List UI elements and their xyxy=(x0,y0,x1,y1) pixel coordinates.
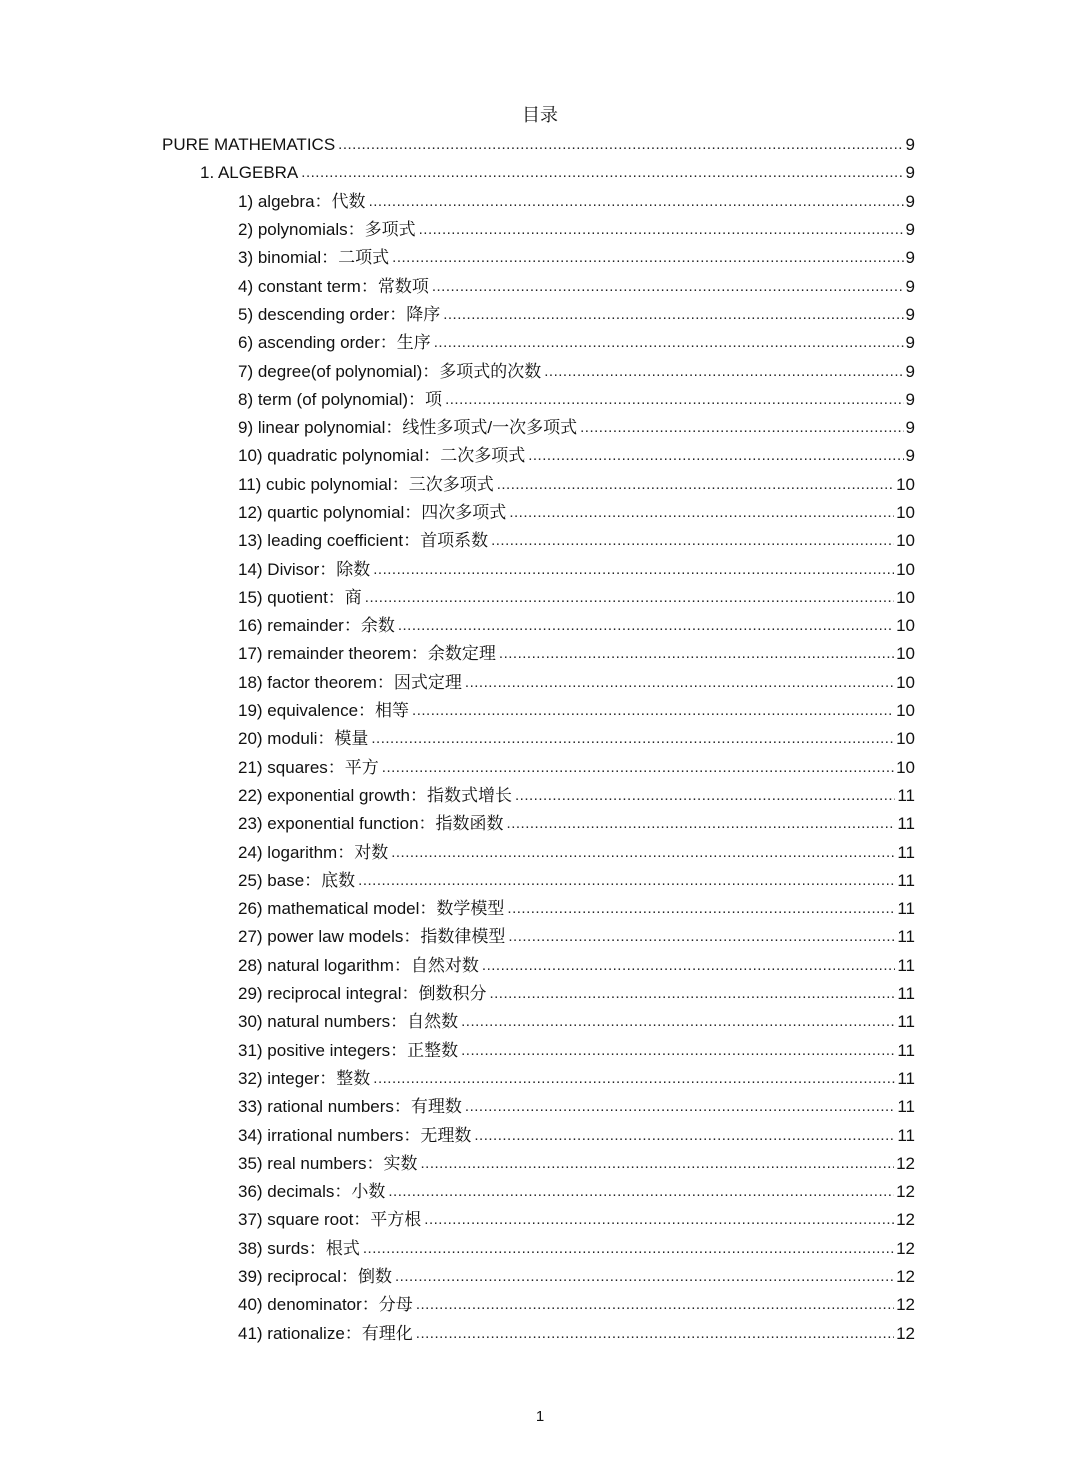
toc-entry[interactable] xyxy=(0,471,915,499)
toc-entry-page: 10 xyxy=(896,729,915,749)
toc-entry-page: 9 xyxy=(905,361,915,381)
toc-entry[interactable] xyxy=(0,1291,915,1319)
toc-dot-leader xyxy=(443,305,903,325)
toc-entry[interactable] xyxy=(0,1235,915,1263)
toc-entry-page: 12 xyxy=(896,1210,915,1230)
toc-dot-leader xyxy=(528,446,903,466)
toc-dot-leader xyxy=(419,220,904,240)
toc-entry-label: 13) leading coefficient：首项系数 xyxy=(238,531,489,551)
toc-entry[interactable] xyxy=(0,414,915,442)
toc-entry-label: 5) descending order：降序 xyxy=(238,304,441,324)
toc-dot-leader xyxy=(395,1267,894,1287)
toc-entry-page: 9 xyxy=(905,191,915,211)
toc-entry[interactable] xyxy=(0,329,915,357)
toc-dot-leader xyxy=(416,1324,894,1344)
toc-entry-page: 10 xyxy=(896,587,915,607)
toc-entry[interactable] xyxy=(0,1206,915,1234)
toc-entry[interactable] xyxy=(0,810,915,838)
toc-entry-page: 9 xyxy=(905,304,915,324)
toc-entry-page: 12 xyxy=(896,1238,915,1258)
toc-entry-page: 11 xyxy=(897,814,915,834)
toc-dot-leader xyxy=(499,644,894,664)
toc-dot-leader xyxy=(301,163,903,183)
toc-entry-label: 33) rational numbers：有理数 xyxy=(238,1097,462,1117)
toc-title: 目录 xyxy=(522,105,558,126)
toc-entry-page: 10 xyxy=(896,474,915,494)
toc-entry-page: 11 xyxy=(897,899,915,919)
toc-entry-page: 9 xyxy=(905,163,915,183)
toc-entry[interactable] xyxy=(0,1093,915,1121)
toc-entry[interactable] xyxy=(0,1263,915,1291)
toc-entry-page: 11 xyxy=(897,1040,915,1060)
toc-entry-page: 10 xyxy=(896,616,915,636)
toc-entry-label: 10) quadratic polynomial：二次多项式 xyxy=(238,446,526,466)
toc-entry-page: 12 xyxy=(896,1182,915,1202)
toc-entry-label: 23) exponential function：指数函数 xyxy=(238,814,504,834)
toc-entry[interactable] xyxy=(0,1150,915,1178)
toc-entry-label: 17) remainder theorem：余数定理 xyxy=(238,644,496,664)
toc-entry-page: 9 xyxy=(905,220,915,240)
toc-entry-label: 3) binomial：二项式 xyxy=(238,248,390,268)
toc-entry-label: 6) ascending order：生序 xyxy=(238,333,431,353)
toc-entry[interactable] xyxy=(0,612,915,640)
toc-entry[interactable] xyxy=(0,216,915,244)
toc-entry[interactable] xyxy=(0,159,915,187)
toc-dot-leader xyxy=(445,390,903,410)
toc-entry-label: 4) constant term：常数项 xyxy=(238,276,429,296)
toc-entry[interactable] xyxy=(0,272,915,300)
toc-entry-label: 15) quotient：商 xyxy=(238,587,362,607)
toc-dot-leader xyxy=(461,1012,895,1032)
toc-entry-label: 32) integer：整数 xyxy=(238,1068,371,1088)
toc-entry[interactable] xyxy=(0,1065,915,1093)
toc-entry-page: 10 xyxy=(896,559,915,579)
toc-entry[interactable] xyxy=(0,386,915,414)
toc-entry-page: 12 xyxy=(896,1267,915,1287)
toc-dot-leader xyxy=(508,927,895,947)
toc-dot-leader xyxy=(482,956,895,976)
toc-dot-leader xyxy=(382,758,894,778)
toc-dot-leader xyxy=(434,333,904,353)
toc-entry[interactable] xyxy=(0,782,915,810)
toc-dot-leader xyxy=(421,1154,895,1174)
toc-dot-leader xyxy=(358,871,895,891)
toc-entry-page: 11 xyxy=(897,1097,915,1117)
toc-dot-leader xyxy=(497,475,894,495)
toc-entry-label: 16) remainder：余数 xyxy=(238,616,395,636)
toc-dot-leader xyxy=(373,560,894,580)
toc-entry-label: 20) moduli：模量 xyxy=(238,729,369,749)
toc-entry-label: 1. ALGEBRA xyxy=(200,163,299,183)
toc-dot-leader xyxy=(363,1239,894,1259)
toc-entry-page: 9 xyxy=(905,418,915,438)
toc-entry-label: 7) degree(of polynomial)：多项式的次数 xyxy=(238,361,542,381)
toc-entry[interactable] xyxy=(0,1319,915,1347)
toc-entry[interactable] xyxy=(0,895,915,923)
toc-dot-leader xyxy=(388,1182,894,1202)
toc-entry-page: 9 xyxy=(905,389,915,409)
toc-entry[interactable] xyxy=(0,1037,915,1065)
table-of-contents xyxy=(0,131,1080,1348)
toc-dot-leader xyxy=(416,1295,894,1315)
toc-entry-label: 24) logarithm：对数 xyxy=(238,842,389,862)
toc-entry-page: 11 xyxy=(897,984,915,1004)
toc-entry[interactable] xyxy=(0,244,915,272)
toc-entry-label: 36) decimals：小数 xyxy=(238,1182,386,1202)
toc-entry-page: 12 xyxy=(896,1323,915,1343)
toc-entry-page: 9 xyxy=(905,248,915,268)
toc-entry-label: 29) reciprocal integral：倒数积分 xyxy=(238,984,487,1004)
toc-entry[interactable] xyxy=(0,1178,915,1206)
toc-entry-label: 39) reciprocal：倒数 xyxy=(238,1267,392,1287)
toc-dot-leader xyxy=(507,814,896,834)
toc-entry-page: 11 xyxy=(897,1068,915,1088)
toc-dot-leader xyxy=(507,899,895,919)
toc-entry[interactable] xyxy=(0,754,915,782)
toc-entry-label: 40) denominator：分母 xyxy=(238,1295,413,1315)
toc-entry-page: 11 xyxy=(897,785,915,805)
toc-dot-leader xyxy=(371,729,894,749)
toc-dot-leader xyxy=(398,616,894,636)
page-number: 1 xyxy=(535,1408,545,1425)
toc-entry[interactable] xyxy=(0,1121,915,1149)
toc-entry-page: 9 xyxy=(905,276,915,296)
toc-dot-leader xyxy=(515,786,895,806)
toc-entry[interactable] xyxy=(0,584,915,612)
toc-entry-page: 11 xyxy=(897,1012,915,1032)
toc-dot-leader xyxy=(412,701,894,721)
toc-entry-page: 11 xyxy=(897,870,915,890)
toc-dot-leader xyxy=(461,1041,895,1061)
toc-entry-label: 9) linear polynomial：线性多项式/一次多项式 xyxy=(238,418,578,438)
toc-dot-leader xyxy=(338,135,903,155)
toc-entry-label: 30) natural numbers：自然数 xyxy=(238,1012,459,1032)
toc-entry[interactable] xyxy=(0,1008,915,1036)
toc-entry-label: 28) natural logarithm：自然对数 xyxy=(238,955,479,975)
toc-dot-leader xyxy=(432,277,904,297)
toc-entry[interactable] xyxy=(0,527,915,555)
toc-dot-leader xyxy=(373,1069,895,1089)
toc-entry-label: 12) quartic polynomial：四次多项式 xyxy=(238,503,507,522)
toc-entry[interactable] xyxy=(0,555,915,583)
toc-dot-leader xyxy=(509,503,894,523)
toc-dot-leader xyxy=(580,418,903,438)
toc-entry[interactable] xyxy=(0,867,915,895)
toc-entry-page: 9 xyxy=(905,333,915,353)
toc-entry-page: 10 xyxy=(896,531,915,551)
toc-entry-page: 12 xyxy=(896,1153,915,1173)
toc-entry-label: 37) square root：平方根 xyxy=(238,1210,422,1230)
toc-entry-label: 8) term (of polynomial)：项 xyxy=(238,389,443,409)
toc-dot-leader xyxy=(369,192,904,212)
toc-entry[interactable] xyxy=(0,499,915,527)
toc-entry-label: 11) cubic polynomial：三次多项式 xyxy=(238,474,494,494)
toc-entry-label: 35) real numbers：实数 xyxy=(238,1153,418,1173)
toc-entry-page: 10 xyxy=(896,503,915,522)
toc-entry-label: 19) equivalence：相等 xyxy=(238,701,410,721)
toc-entry-label: 2) polynomials：多项式 xyxy=(238,220,416,240)
toc-entry-label: 38) surds：根式 xyxy=(238,1238,360,1258)
toc-entry-page: 9 xyxy=(905,135,915,155)
toc-entry[interactable] xyxy=(0,923,915,951)
toc-dot-leader xyxy=(491,531,894,551)
toc-dot-leader xyxy=(474,1126,895,1146)
toc-entry[interactable] xyxy=(0,980,915,1008)
toc-dot-leader xyxy=(489,984,895,1004)
toc-entry-page: 11 xyxy=(897,927,915,947)
toc-entry-page: 10 xyxy=(896,644,915,664)
toc-entry-label: 14) Divisor：除数 xyxy=(238,559,371,579)
toc-entry[interactable] xyxy=(0,725,915,753)
toc-dot-leader xyxy=(365,588,894,608)
toc-entry[interactable] xyxy=(0,188,915,216)
toc-entry-page: 11 xyxy=(897,955,915,975)
toc-entry-page: 10 xyxy=(896,672,915,692)
toc-entry-page: 9 xyxy=(905,446,915,466)
toc-entry-page: 11 xyxy=(897,842,915,862)
toc-entry[interactable] xyxy=(0,357,915,385)
toc-entry-page: 10 xyxy=(896,701,915,721)
toc-entry[interactable] xyxy=(0,952,915,980)
toc-dot-leader xyxy=(465,1097,895,1117)
toc-entry-label: 21) squares：平方 xyxy=(238,757,379,777)
toc-entry-label: 22) exponential growth：指数式增长 xyxy=(238,785,513,805)
toc-entry[interactable] xyxy=(0,697,915,725)
toc-dot-leader xyxy=(465,673,894,693)
toc-entry[interactable] xyxy=(0,301,915,329)
toc-dot-leader xyxy=(391,843,895,863)
toc-entry[interactable] xyxy=(0,838,915,866)
toc-entry[interactable] xyxy=(0,640,915,668)
toc-entry-label: 34) irrational numbers：无理数 xyxy=(238,1125,472,1145)
toc-entry-label: PURE MATHEMATICS xyxy=(162,135,336,155)
toc-entry-page: 10 xyxy=(896,757,915,777)
toc-entry-label: 41) rationalize：有理化 xyxy=(238,1323,413,1343)
toc-entry[interactable] xyxy=(0,442,915,470)
toc-entry-label: 26) mathematical model：数学模型 xyxy=(238,899,505,919)
toc-dot-leader xyxy=(544,362,903,382)
toc-entry-label: 18) factor theorem：因式定理 xyxy=(238,672,462,692)
toc-entry[interactable] xyxy=(0,131,915,159)
toc-entry-page: 12 xyxy=(896,1295,915,1315)
toc-entry[interactable] xyxy=(0,669,915,697)
toc-entry-page: 11 xyxy=(897,1125,915,1145)
toc-entry-label: 25) base：底数 xyxy=(238,870,356,890)
toc-dot-leader xyxy=(392,248,903,268)
toc-dot-leader xyxy=(424,1210,894,1230)
toc-entry-label: 1) algebra：代数 xyxy=(238,191,366,211)
toc-entry-label: 27) power law models：指数律模型 xyxy=(238,927,506,947)
toc-entry-label: 31) positive integers：正整数 xyxy=(238,1040,459,1060)
